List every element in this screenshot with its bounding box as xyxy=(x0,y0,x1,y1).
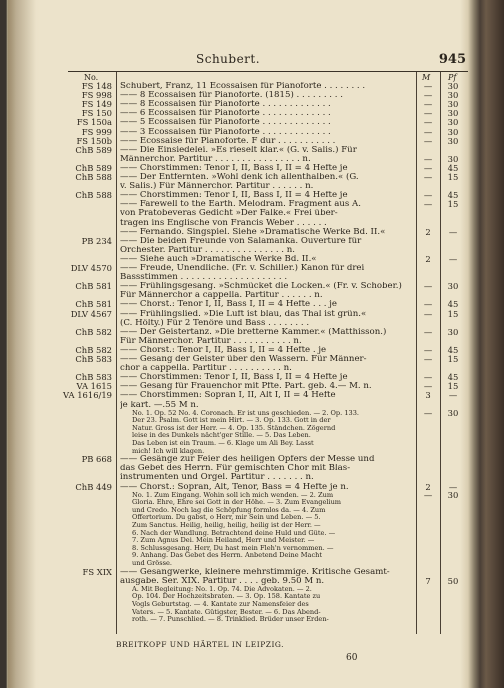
catalog-number: DLV 4567 xyxy=(70,308,112,319)
entry-text: Der 23. Psalm. Gott ist mein Hirt. — 3. Op. 133. Gott in der xyxy=(132,417,331,425)
price-pf: — xyxy=(448,390,458,401)
catalog-number: FS 150 xyxy=(81,108,112,119)
catalog-row xyxy=(8,209,474,218)
catalog-row xyxy=(8,593,474,601)
catalog-row xyxy=(8,560,474,568)
catalog-page xyxy=(8,0,474,688)
entry-text: —— Freude, Unendliche. (Fr. v. Schiller.) Kanon für drei xyxy=(120,264,365,273)
entry-text: —— Chorstimmen: Tenor I, II, Bass I, II = 4 Hefte je xyxy=(120,163,348,173)
price-pf: 50 xyxy=(447,575,459,586)
price-mark: — xyxy=(423,90,433,101)
catalog-row xyxy=(8,146,474,155)
entry-text: Zum Sanctus. Heilig, heilig, heilig, heilig ist der Herr. — xyxy=(132,522,321,529)
price-mark: 2 xyxy=(425,226,431,237)
catalog-row xyxy=(8,246,474,255)
catalog-row xyxy=(8,545,474,553)
catalog-row xyxy=(8,464,474,473)
entry-text: instrumenten und Orgel. Partitur . . . . . . . n. xyxy=(120,473,314,483)
price-pf: 45 xyxy=(447,190,459,201)
entry-text: Für Männerchor. Partitur . . . . . . . . . . . n. xyxy=(120,336,302,346)
catalog-row xyxy=(8,577,474,586)
entry-text: Vogls Geburtstag. — 4. Kantate zur Namensfeier des xyxy=(132,601,309,608)
entry-text: No. 1. Zum Eingang. Wohin soll ich mich wenden. — 2. Zum xyxy=(132,491,334,499)
catalog-row xyxy=(8,432,474,440)
entry-text: —— 8 Ecossaisen für Pianoforte. (1815) . . . . . . . . . xyxy=(120,91,343,101)
catalog-row xyxy=(8,282,474,291)
catalog-row xyxy=(8,586,474,594)
catalog-row xyxy=(8,228,474,237)
entry-text: —— 3 Ecossaisen für Pianoforte . . . . . . . . . . . . . xyxy=(120,127,331,137)
price-pf: 15 xyxy=(447,354,459,364)
catalog-row xyxy=(8,522,474,530)
entry-text: und Credo. Noch lag die Schöpfung formlos da. — 4. Zum xyxy=(132,506,326,514)
price-mark: — xyxy=(423,153,433,164)
entry-text: Gloria. Ehre, Ehre sei Gott in der Höhe. — 3. Zum Evangelium xyxy=(132,499,342,507)
entry-text: Op. 104. Der Hochzeitsbraten. — 3. Op. 158. Kantate zu xyxy=(132,593,321,601)
header-rule xyxy=(68,71,468,72)
catalog-row xyxy=(8,537,474,545)
price-mark: — xyxy=(423,190,433,201)
catalog-number: DLV 4570 xyxy=(70,263,112,273)
column-header-mark: M xyxy=(422,73,431,82)
price-mark: — xyxy=(423,299,433,310)
entry-text: 8. Schlussgesang. Herr, Du hast mein Fleh'n vernommen. — xyxy=(132,544,334,552)
price-pf: 30 xyxy=(447,407,459,418)
price-pf: 30 xyxy=(447,99,459,110)
catalog-row xyxy=(8,507,474,515)
entry-text: —— Die beiden Freunde von Salamanka. Ouverture für xyxy=(120,236,362,246)
catalog-row xyxy=(8,355,474,364)
catalog-row xyxy=(8,237,474,246)
catalog-row xyxy=(8,568,474,577)
entry-text: Männerchor. Partitur . . . . . . . . . . . . . . . . n. xyxy=(120,154,311,164)
entry-text: —— Fernando. Singspiel. Siehe »Dramatische Werke Bd. II.« xyxy=(120,227,386,237)
catalog-number: ChB 581 xyxy=(75,299,112,310)
catalog-row xyxy=(8,530,474,538)
entry-text: —— Chorst.: Sopran, Alt, Tenor, Bass = 4 Hefte je n. xyxy=(120,482,349,492)
catalog-row xyxy=(8,601,474,609)
catalog-number: FS 148 xyxy=(81,81,112,91)
entry-text: Vaters. — 5. Kantate. Gütigster, Bester. — 6. Das Abend- xyxy=(132,608,321,616)
catalog-number: ChB 588 xyxy=(75,190,112,201)
catalog-number: ChB 589 xyxy=(75,162,112,173)
entry-text: 6. Nach der Wandlung. Betrachtend deine Huld und Güte. — xyxy=(132,529,336,537)
price-mark: 2 xyxy=(425,253,431,264)
catalog-row xyxy=(8,499,474,507)
entry-text: Bassstimmen . . . . . . . . . . . . . . . . . . . . xyxy=(120,273,288,283)
entry-text: roth. — 7. Punschlied. — 8. Trinklied. Brüder unser Erden- xyxy=(132,616,329,624)
price-mark: — xyxy=(423,108,433,119)
price-mark: 2 xyxy=(425,481,431,492)
price-mark: — xyxy=(423,281,433,292)
entry-text: v. Salis.) Für Männerchor. Partitur . . . . . . n. xyxy=(120,182,314,192)
catalog-number: ChB 581 xyxy=(75,281,112,292)
price-pf: 30 xyxy=(447,326,459,337)
price-pf: 15 xyxy=(447,199,459,210)
entry-text: —— Der Geistertanz. »Die bretterne Kammer.« (Matthisson.) xyxy=(120,327,387,337)
price-mark: — xyxy=(423,162,433,173)
price-pf: 15 xyxy=(447,172,459,182)
page-number: 945 xyxy=(438,52,466,67)
publisher-footer: BREITKOPF UND HÄRTEL IN LEIPZIG. xyxy=(116,640,285,649)
entry-text: mich! Ich will klagen. xyxy=(132,447,205,455)
entry-text: Für Männerchor a cappella. Partitur . . . . . . n. xyxy=(120,291,323,301)
catalog-number: FS 150a xyxy=(76,117,112,128)
catalog-number: FS 150b xyxy=(76,135,112,146)
catalog-row xyxy=(8,417,474,425)
entry-text: Offertorium. Du gabst, o Herr, mir Sein und Leben. — 5. xyxy=(132,514,321,522)
entry-text: von Pratobeveras Gedicht »Der Falke.« Frei über- xyxy=(120,209,338,219)
price-mark: — xyxy=(423,172,433,182)
catalog-row xyxy=(8,440,474,448)
catalog-row xyxy=(8,552,474,560)
entry-text: —— Gesänge zur Feier des heiligen Opfers der Messe und xyxy=(120,455,375,465)
price-pf: 45 xyxy=(447,344,459,355)
price-pf: 30 xyxy=(447,489,459,500)
catalog-row xyxy=(8,407,474,418)
catalog-row xyxy=(8,425,474,433)
catalog-row xyxy=(8,82,474,91)
catalog-number: ChB 582 xyxy=(75,344,112,355)
catalog-row xyxy=(8,609,474,617)
catalog-number: FS 998 xyxy=(81,90,112,101)
catalog-row xyxy=(8,264,474,273)
catalog-number: ChB 582 xyxy=(75,326,112,337)
entry-text: —— Gesangwerke, kleinere mehrstimmige. Kritische Gesamt- xyxy=(120,567,390,577)
entry-text: leise in des Dunkels nächt'ger Stille. — 5. Das Leben. xyxy=(132,432,311,440)
entry-text: 7. Zum Agnus Dei. Mein Heiland, Herr und Meister. — xyxy=(132,537,315,545)
catalog-row xyxy=(8,483,474,492)
price-mark: 3 xyxy=(425,390,431,401)
catalog-number: VA 1615 xyxy=(76,381,112,392)
price-mark: — xyxy=(423,199,433,210)
catalog-number: ChB 583 xyxy=(75,354,112,364)
price-mark: 7 xyxy=(425,575,431,586)
entry-text: und Grösse. xyxy=(132,560,172,567)
catalog-number: PB 668 xyxy=(81,454,112,465)
page-header xyxy=(8,52,474,70)
catalog-row xyxy=(8,200,474,209)
price-pf: 45 xyxy=(447,162,459,173)
entry-text: —— Chorstimmen: Tenor I, II, Bass I, II = 4 Hefte je xyxy=(120,373,348,383)
entry-text: —— Gesang der Geister über den Wassern. Für Männer- xyxy=(120,355,367,364)
entry-text: chor a cappella. Partitur . . . . . . . . . . n. xyxy=(120,364,292,374)
catalog-row xyxy=(8,191,474,200)
catalog-row xyxy=(8,401,474,410)
entry-text: —— Chorst.: Tenor I, II, Bass I, II = 4 Hefte . je xyxy=(120,345,327,355)
price-pf: 45 xyxy=(447,372,459,383)
catalog-number: PB 234 xyxy=(81,235,112,246)
entry-text: —— 8 Ecossaisen für Pianoforte . . . . . . . . . . . . . xyxy=(120,100,331,110)
price-pf: 15 xyxy=(447,308,459,319)
catalog-row xyxy=(8,489,474,500)
catalog-row xyxy=(8,616,474,624)
price-pf: 45 xyxy=(447,299,459,310)
entry-text: —— Chorstimmen: Tenor I, II, Bass I, II = 4 Hefte je xyxy=(120,191,348,201)
entry-text: No. 1. Op. 52 No. 4. Coronach. Er ist uns geschieden. — 2. Op. 133. xyxy=(132,409,360,417)
catalog-number: ChB 583 xyxy=(75,372,112,383)
entry-text: tragen ins Englische von Francis Weber . . . . . . xyxy=(120,218,327,228)
catalog-row xyxy=(8,391,474,400)
price-pf: 15 xyxy=(447,381,459,392)
page-title: Schubert. xyxy=(196,52,261,66)
price-pf: 30 xyxy=(447,281,459,292)
catalog-number: ChB 589 xyxy=(75,144,112,155)
price-mark: — xyxy=(423,326,433,337)
catalog-row xyxy=(8,118,474,127)
price-pf: — xyxy=(448,253,458,264)
catalog-row xyxy=(8,173,474,182)
catalog-number: FS 999 xyxy=(81,126,112,137)
price-pf: 30 xyxy=(447,90,459,101)
price-pf: 30 xyxy=(447,126,459,137)
entry-text: —— 6 Ecossaisen für Pianoforte . . . . . . . . . . . . . xyxy=(120,109,331,119)
price-mark: — xyxy=(423,489,433,500)
entry-text: —— Ecossaise für Pianoforte. F dur . . . . . . . . . . . xyxy=(120,136,336,146)
price-mark: — xyxy=(423,381,433,392)
price-mark: — xyxy=(423,407,433,418)
price-pf: 30 xyxy=(447,81,459,91)
entry-text: Orchester. Partitur . . . . . . . . . . . . . . . n. xyxy=(120,245,296,255)
catalog-row xyxy=(8,328,474,337)
price-mark: — xyxy=(423,372,433,383)
price-mark: — xyxy=(423,81,433,91)
signature-mark: 60 xyxy=(346,653,358,663)
catalog-number: FS 149 xyxy=(81,99,112,110)
entry-text: —— Frühlingslied. »Die Luft ist blau, das Thal ist grün.« xyxy=(120,309,367,319)
price-pf: — xyxy=(448,226,458,237)
catalog-row xyxy=(8,219,474,228)
column-header-no: No. xyxy=(84,73,99,82)
catalog-number: VA 1616/19 xyxy=(63,390,112,401)
catalog-row xyxy=(8,100,474,109)
entry-text: —— 5 Ecossaisen für Pianoforte . . . . . . . . . . . . . xyxy=(120,118,331,128)
catalog-row xyxy=(8,91,474,100)
price-mark: — xyxy=(423,354,433,364)
price-mark: — xyxy=(423,99,433,110)
entry-text: —— Die Einsiedelei. »Es rieselt klar.« (G. v. Salis.) Für xyxy=(120,145,357,155)
entry-text: Natur. Gross ist der Herr. — 4. Op. 135. Ständchen. Zögernd xyxy=(132,424,336,432)
price-mark: — xyxy=(423,135,433,146)
catalog-number: ChB 449 xyxy=(75,481,112,492)
entry-text: —— Frühlingsgesang. »Schmücket die Locken.« (Fr. v. Schober.) xyxy=(120,282,402,292)
price-pf: 30 xyxy=(447,117,459,128)
price-mark: — xyxy=(423,308,433,319)
column-header-pf: Pf xyxy=(448,73,457,82)
entry-text: 9. Anhang. Das Gebet des Herrn. Anbetend Deine Macht xyxy=(132,552,323,560)
entry-text: —— Farewell to the Earth. Melodram. Fragment aus A. xyxy=(120,200,361,210)
catalog-number: ChB 588 xyxy=(75,172,112,182)
entry-text: je kart. —.55 M n. xyxy=(120,400,199,410)
entry-text: Das Leben ist ein Traum. — 6. Klage um Ali Bey. Lasst xyxy=(132,440,314,447)
price-pf: — xyxy=(448,481,458,492)
entry-text: A. Mit Begleitung: No. 1. Op. 74. Die Advokaten. — 2. xyxy=(132,585,312,593)
catalog-row xyxy=(8,514,474,522)
price-pf: 30 xyxy=(447,135,459,146)
entry-text: —— Chorst.: Tenor I, II, Bass I, II = 4 Hefte . . . je xyxy=(120,300,338,310)
entry-text: —— Der Entfernten. »Wohl denk ich allenthalben.« (G. xyxy=(120,173,359,182)
entry-text: —— Gesang für Frauenchor mit Pfte. Part. geb. 4.— M. n. xyxy=(120,382,372,392)
entry-text: Schubert, Franz, 11 Ecossaisen für Pianoforte . . . . . . . . xyxy=(120,82,366,91)
catalog-number: FS XIX xyxy=(82,566,112,577)
price-mark: — xyxy=(423,126,433,137)
entry-text: —— Chorstimmen: Sopran I, II, Alt I, II = 4 Hefte xyxy=(120,391,336,401)
entry-text: ausgabe. Ser. XIX. Partitur . . . . geb. 9.50 M n. xyxy=(120,576,325,586)
catalog-row xyxy=(8,448,474,456)
price-mark: — xyxy=(423,117,433,128)
price-mark: — xyxy=(423,344,433,355)
entry-text: (C. Hölty.) Für 2 Tenöre und Bass . . . . . . . . xyxy=(120,318,310,328)
catalog-row xyxy=(8,310,474,319)
entry-text: das Gebet des Herrn. Für gemischten Chor mit Blas- xyxy=(120,464,351,474)
entry-text: —— Siehe auch »Dramatische Werke Bd. II.« xyxy=(120,254,317,264)
catalog-row xyxy=(8,455,474,464)
price-pf: 30 xyxy=(447,153,459,164)
price-pf: 30 xyxy=(447,108,459,119)
